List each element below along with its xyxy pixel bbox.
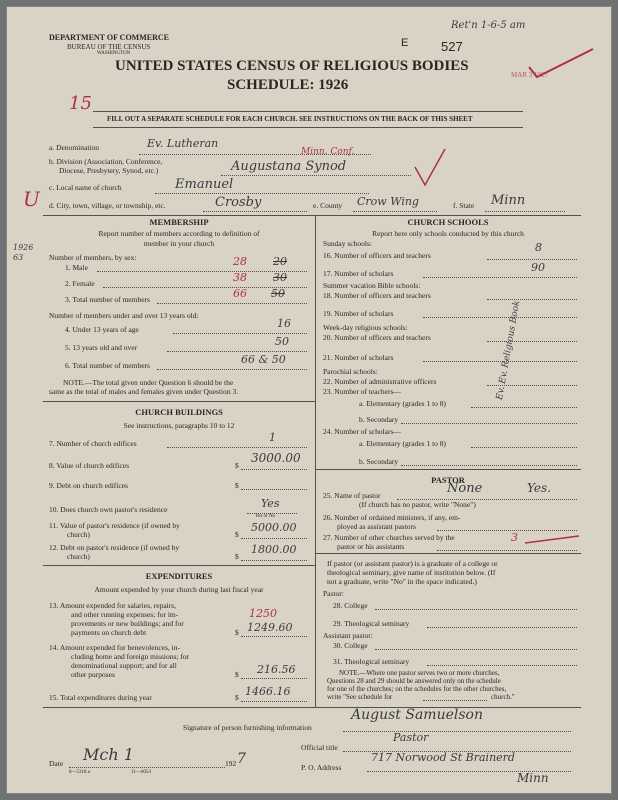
total-members-old: 50 [271,287,285,300]
q10-label: 10. Does church own pastor's residence [49,505,168,514]
female-count: 38 [233,271,247,284]
schools-side-note: Ev. Ev. Religious Book [495,299,523,401]
q23-label: 23. Number of teachers— [323,387,401,396]
q8-label: 8. Value of church edifices [49,461,130,470]
buildings-subtitle: See instructions, paragraphs 10 to 12 [123,421,235,430]
residence-value: 5000.00 [251,521,297,534]
expenditures-subtitle: Amount expended by your church during last fiscal year [94,585,264,594]
instruction-line: FILL OUT A SEPARATE SCHEDULE FOR EACH CHURCH. SEE INSTRUCTIONS ON THE BACK OF THIS SHEET [107,115,473,123]
q21-label: 21. Number of scholars [323,353,394,362]
buildings-title: CHURCH BUILDINGS [135,407,223,417]
female-count-old: 30 [273,271,287,284]
grad-note-1: If pastor (or assistant pastor) is a graduate of a college or [327,559,498,568]
signature-value: August Samuelson [351,707,483,723]
edifice-value: 3000.00 [251,451,301,465]
grad-note-2: theological seminary, give name of institution below. (If [327,568,496,577]
q8-dollar: $ [235,461,239,470]
official-title-label: Official title [301,743,338,752]
sunday-scholars: 90 [531,261,545,274]
division-value: Augustana Synod [231,159,347,174]
running-expense: 1249.60 [247,621,293,634]
q27-line-1: 27. Number of other churches served by the [323,533,455,542]
q11-label-1: 11. Value of pastor's residence (if owned by [49,521,180,530]
q6-label: 6. Total number of members [65,361,150,370]
pastor-note-3: for one of the churches; on the schedules for the other churches, [327,685,507,693]
q11-label-2: church) [67,530,90,539]
membership-subtitle-1: Report number of members according to definition of [98,229,260,238]
yes-no-hint: Yes or No [255,514,276,519]
city-label: d. City, town, village, or township, etc. [49,201,166,210]
red-underline-mark [523,533,583,547]
over13-count: 50 [275,335,289,348]
male-count: 28 [233,255,247,268]
local-name-value: Emanuel [175,177,234,192]
other-churches: 3 [511,531,518,544]
summer-schools-label: Summer vacation Bible schools: [323,281,421,290]
census-schedule-sheet [6,6,612,794]
q24b-label: b. Secondary [359,457,399,466]
q20-label: 20. Number of officers and teachers [323,333,431,342]
membership-note-1: NOTE.—The total given under Question 6 should be the [63,378,234,387]
schools-title: CHURCH SCHOOLS [407,217,489,227]
division-label-1: b. Division (Association, Conference, [49,157,163,166]
state-label: f. State [453,201,475,210]
q15-label: 15. Total expenditures during year [49,693,152,702]
city-value: Crosby [215,195,262,210]
pastor-note-1: NOTE.—Where one pastor serves two or more churches, [339,669,500,677]
state-value: Minn [491,193,526,208]
q18-label: 18. Number of officers and teachers [323,291,431,300]
q26-line-2: ployed as assistant pastors [337,522,416,531]
total-expense: 1466.16 [245,685,291,698]
q7-label: 7. Number of church edifices [49,439,137,448]
q9-dollar: $ [235,481,239,490]
schools-subtitle: Report here only schools conducted by this church [372,229,524,238]
red-check-mark [527,41,597,81]
department-label: DEPARTMENT OF COMMERCE [49,33,170,42]
q23b-label: b. Secondary [359,415,399,424]
q13-line-3: provements or new buildings; and for [71,619,184,628]
q1-label: 1. Male [65,263,88,272]
margin-year-note: 1926 63 [13,243,34,262]
q2-label: 2. Female [65,279,95,288]
q16-label: 16. Number of officers and teachers [323,251,431,260]
q14-dollar: $ [235,670,239,679]
benevolence-expense: 216.56 [257,663,296,676]
owns-residence: Yes [261,497,280,510]
county-value: Crow Wing [357,195,419,208]
q22-label: 22. Number of administrative officers [323,377,437,386]
date-value: Mch 1 [83,745,134,764]
year-prefix: 192 [225,759,237,768]
q12-label-2: church) [67,552,90,561]
q25-label: 25. Name of pastor [323,491,381,500]
washington-label: WASHINGTON [97,51,131,56]
local-name-label: c. Local name of church [49,183,122,192]
q23a-label: a. Elementary (grades 1 to 8) [359,399,447,408]
q24a-label: a. Elementary (grades 1 to 8) [359,439,447,448]
q11-dollar: $ [235,530,239,539]
q12-label-1: 12. Debt on pastor's residence (if owned by [49,543,180,552]
q9-label: 9. Debt on church edifices [49,481,128,490]
pastor-title: PASTOR [431,475,465,485]
division-label-2: Diocese, Presbytery, Synod, etc.) [59,166,159,175]
q29-label: 29. Theological seminary [333,619,410,628]
total-members: 66 [233,287,247,300]
red-check-mark-2 [411,145,451,195]
sunday-schools-label: Sunday schools: [323,239,372,248]
q30-label: 30. College [333,641,368,650]
q27-line-2: pastor or his assistants [337,542,405,551]
q14-line-2: cluding home and foreign missions; for [71,652,190,661]
form-code-2: 11—6054 [131,770,151,775]
denomination-value: Ev. Lutheran [147,137,219,150]
received-stamp: MAR 3 1927 [511,71,548,79]
address-value: 717 Norwood St Brainerd [371,751,515,764]
edifices-count: 1 [269,431,276,444]
red-mark-15: 15 [69,93,92,114]
q13-line-2: and other running expenses; for im- [71,610,179,619]
membership-note-2: same as the total of males and females given under Question 3. [49,387,239,396]
pastor-name-extra: Yes. [527,481,551,495]
county-label: e. County [313,201,343,210]
total6-count: 66 & 50 [241,353,286,366]
pastor-note-4: write "See schedule for [327,693,393,701]
pastor-note-2: Questions 28 and 29 should be answered only on the schedule [327,677,501,685]
assistant-subhead: Assistant pastor: [323,631,373,640]
form-title: UNITED STATES CENSUS OF RELIGIOUS BODIES [115,58,469,74]
signature-label: Signature of person furnishing information [183,723,312,732]
form-code: 8—5318 a [69,770,90,775]
q28-label: 28. College [333,601,368,610]
q5-label: 5. 13 years old and over [65,343,138,352]
form-letter: E [401,37,409,49]
q15-dollar: $ [235,693,239,702]
margin-u-mark: U [23,187,40,211]
pastor-note-5: church." [491,693,515,701]
sunday-teachers: 8 [535,241,542,254]
parochial-schools-label: Parochial schools: [323,367,378,376]
expenditures-title: EXPENDITURES [145,571,213,581]
q4-label: 4. Under 13 years of age [65,325,139,334]
denomination-label: a. Denomination [49,143,99,152]
q26-line-1: 26. Number of ordained ministers, if any, em- [323,513,461,522]
q19-label: 19. Number of scholars [323,309,394,318]
official-title-value: Pastor [393,731,429,744]
pastor-name: None [447,481,483,496]
under13-count: 16 [277,317,291,330]
q13-dollar: $ [235,628,239,637]
division-red-note: Minn. Conf. [301,147,355,157]
q25-note: (If church has no pastor, write "None") [359,500,476,509]
q14-line-1: 14. Amount expended for benevolences, in- [49,643,181,652]
running-expense-red: 1250 [249,607,277,620]
q17-label: 17. Number of scholars [323,269,394,278]
q14-line-3: denominational support; and for all [71,661,177,670]
membership-title: MEMBERSHIP [149,217,209,227]
age-head-label: Number of members under and over 13 years old: [49,311,199,320]
q12-dollar: $ [235,552,239,561]
address-label: P. O. Address [301,763,342,772]
bureau-label: BUREAU OF THE CENSUS [67,43,151,51]
membership-subtitle-2: member in your church [143,239,215,248]
schedule-title: SCHEDULE: 1926 [227,77,349,93]
q31-label: 31. Theological seminary [333,657,410,666]
pastor-subhead: Pastor: [323,589,344,598]
by-sex-label: Number of members, by sex: [49,253,137,262]
date-label: Date [49,759,64,768]
q13-line-1: 13. Amount expended for salaries, repairs, [49,601,177,610]
form-number: 527 [441,39,463,54]
residence-debt: 1800.00 [251,543,297,556]
male-count-old: 20 [273,255,287,268]
address-line-2: Minn [517,771,549,785]
top-handwritten-note: Ret'n 1-6-5 am [451,20,526,31]
q14-line-4: other purposes [71,670,115,679]
q24-label: 24. Number of scholars— [323,427,401,436]
weekday-schools-label: Week-day religious schools: [323,323,408,332]
q13-line-4: payments on church debt [71,628,147,637]
year-digit: 7 [237,751,246,767]
q3-label: 3. Total number of members [65,295,150,304]
grad-note-3: not a graduate, write "No" in the space indicated.) [327,577,477,586]
